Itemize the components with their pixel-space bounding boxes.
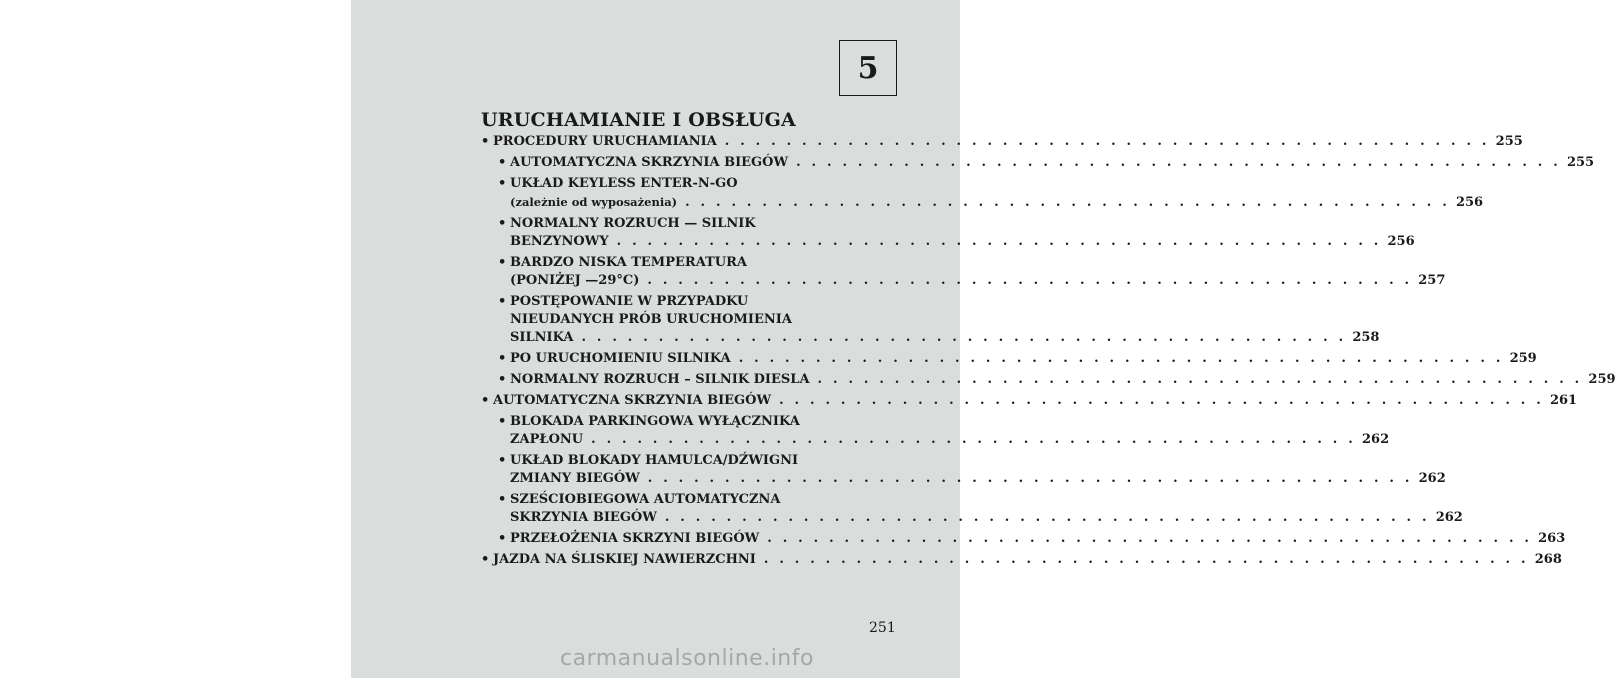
toc-entry-automatyczna-skrzynia-main[interactable] (481, 392, 1578, 410)
dot-leader: . . . . . . . . . . . . . . . . . . . . . . . . . . . . . . . . . . . . . . . . . . . . . . . . . . (767, 531, 1533, 546)
toc-entry-blokada-hamulca[interactable] (481, 452, 1446, 488)
entry-label: POSTĘPOWANIE W PRZYPADKU (510, 294, 749, 309)
page-number: 251 (869, 620, 896, 636)
dot-leader: . . . . . . . . . . . . . . . . . . . . . . . . . . . . . . . . . . . . . . . . . . . . . . . . . . (724, 134, 1490, 149)
entry-page: 262 (1435, 510, 1463, 525)
manual-page (351, 0, 1616, 678)
bullet-icon: • (498, 492, 507, 507)
toc-entry-niska-temperatura[interactable] (481, 254, 1446, 290)
toc-entry-po-uruchomieniu[interactable] (481, 350, 1537, 368)
entry-label-cont: NIEUDANYCH PRÓB URUCHOMIENIA (510, 312, 792, 327)
table-of-contents (481, 108, 1616, 572)
dot-leader: . . . . . . . . . . . . . . . . . . . . . . . . . . . . . . . . . . . . . . . . . . . . . . . . . . (817, 372, 1583, 387)
bullet-icon: • (498, 255, 507, 270)
dot-leader: . . . . . . . . . . . . . . . . . . . . . . . . . . . . . . . . . . . . . . . . . . . . . . . . . . (581, 330, 1347, 345)
bullet-icon: • (498, 453, 507, 468)
bullet-icon: • (498, 531, 507, 546)
entry-label: UKŁAD BLOKADY HAMULCA/DŹWIGNI (510, 453, 799, 468)
entry-page: 255 (1566, 155, 1595, 170)
entry-label-cont: (zależnie od wyposażenia) (510, 195, 678, 209)
bullet-icon: • (498, 351, 507, 366)
entry-page: 255 (1495, 134, 1523, 149)
toc-entry-jazda-sliska[interactable] (481, 551, 1562, 569)
bullet-icon: • (481, 393, 490, 408)
dot-leader: . . . . . . . . . . . . . . . . . . . . . . . . . . . . . . . . . . . . . . . . . . . . . . . . . . (647, 273, 1413, 288)
dot-leader: . . . . . . . . . . . . . . . . . . . . . . . . . . . . . . . . . . . . . . . . . . . . . . . . . . (738, 351, 1504, 366)
entry-page: 256 (1387, 234, 1415, 249)
bullet-icon: • (498, 294, 507, 309)
toc-entry-keyless-enter-n-go[interactable] (481, 175, 1484, 212)
toc-entry-automatyczna-skrzynia[interactable] (481, 154, 1595, 172)
entry-page: 256 (1455, 195, 1484, 210)
dot-leader: . . . . . . . . . . . . . . . . . . . . . . . . . . . . . . . . . . . . . . . . . . . . . . . . . . (664, 510, 1430, 525)
entry-page: 263 (1538, 531, 1566, 546)
entry-page: 257 (1418, 273, 1446, 288)
section-title: URUCHAMIANIE I OBSŁUGA (481, 109, 796, 131)
entry-page: 259 (1588, 372, 1616, 387)
chapter-number: 5 (857, 50, 879, 86)
bullet-icon: • (498, 155, 507, 170)
entry-label: AUTOMATYCZNA SKRZYNIA BIEGÓW (510, 155, 789, 170)
entry-page: 262 (1418, 471, 1446, 486)
entry-label: AUTOMATYCZNA SKRZYNIA BIEGÓW (493, 393, 772, 408)
dot-leader: . . . . . . . . . . . . . . . . . . . . . . . . . . . . . . . . . . . . . . . . . . . . . . . . . . (591, 432, 1356, 447)
toc-entry-przelozenia[interactable] (481, 530, 1566, 548)
chapter-number-box (839, 40, 897, 96)
entry-label: PRZEŁOŻENIA SKRZYNI BIEGÓW (510, 531, 760, 546)
dot-leader: . . . . . . . . . . . . . . . . . . . . . . . . . . . . . . . . . . . . . . . . . . . . . . . . . . (779, 393, 1544, 408)
watermark: carmanualsonline.info (560, 646, 814, 671)
entry-label: UKŁAD KEYLESS ENTER-N-GO (510, 176, 738, 191)
bullet-icon: • (498, 414, 507, 429)
toc-entry-procedury-uruchamiania[interactable] (481, 133, 1523, 151)
toc-entry-nieudane-proby[interactable] (481, 293, 1380, 347)
entry-label-cont: ZMIANY BIEGÓW (510, 471, 640, 486)
dot-leader: . . . . . . . . . . . . . . . . . . . . . . . . . . . . . . . . . . . . . . . . . . . . . . . . . . (763, 552, 1529, 567)
bullet-icon: • (498, 176, 507, 191)
dot-leader: . . . . . . . . . . . . . . . . . . . . . . . . . . . . . . . . . . . . . . . . . . . . . . . . . . (616, 234, 1382, 249)
entry-page: 262 (1362, 432, 1390, 447)
entry-page: 258 (1352, 330, 1380, 345)
bullet-icon: • (498, 216, 507, 231)
entry-label: SZEŚCIOBIEGOWA AUTOMATYCZNA (510, 492, 781, 507)
toc-entry-szesciobiegowa[interactable] (481, 491, 1463, 527)
toc-entry-blokada-parkingowa[interactable] (481, 413, 1390, 449)
toc-entry-rozruch-diesla[interactable] (481, 371, 1616, 389)
entry-label: NORMALNY ROZRUCH – SILNIK DIESLA (510, 372, 810, 387)
entry-label: BARDZO NISKA TEMPERATURA (510, 255, 747, 270)
bullet-icon: • (481, 552, 490, 567)
entry-label: BLOKADA PARKINGOWA WYŁĄCZNIKA (510, 414, 800, 429)
dot-leader: . . . . . . . . . . . . . . . . . . . . . . . . . . . . . . . . . . . . . . . . . . . . . . . . . . (796, 155, 1561, 170)
entry-label-cont: (PONIŻEJ —29°C) (510, 273, 640, 288)
entry-label-cont: SILNIKA (510, 330, 574, 345)
entry-page: 259 (1509, 351, 1537, 366)
dot-leader: . . . . . . . . . . . . . . . . . . . . . . . . . . . . . . . . . . . . . . . . . . . . . . . . . . (685, 195, 1450, 210)
entry-label-cont: SKRZYNIA BIEGÓW (510, 510, 657, 525)
entry-label-cont: ZAPŁONU (510, 432, 584, 447)
entry-label: NORMALNY ROZRUCH — SILNIK (510, 216, 756, 231)
dot-leader: . . . . . . . . . . . . . . . . . . . . . . . . . . . . . . . . . . . . . . . . . . . . . . . . . . (647, 471, 1413, 486)
entry-page: 261 (1549, 393, 1578, 408)
entry-label: PO URUCHOMIENIU SILNIKA (510, 351, 731, 366)
bullet-icon: • (498, 372, 507, 387)
entry-label-cont: BENZYNOWY (510, 234, 609, 249)
entry-label: PROCEDURY URUCHAMIANIA (493, 134, 717, 149)
entry-label: JAZDA NA ŚLISKIEJ NAWIERZCHNI (493, 552, 756, 567)
toc-entry-normalny-rozruch-benzynowy[interactable] (481, 215, 1415, 251)
bullet-icon: • (481, 134, 490, 149)
entry-page: 268 (1534, 552, 1562, 567)
